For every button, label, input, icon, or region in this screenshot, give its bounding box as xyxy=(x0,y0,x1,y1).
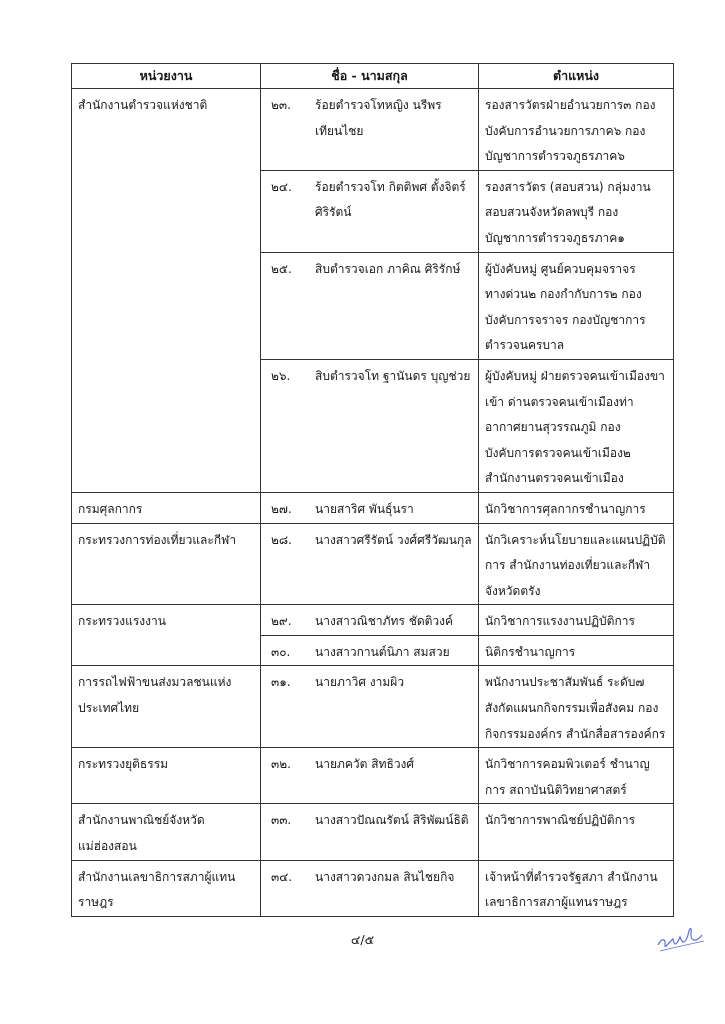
name-cell xyxy=(261,635,479,666)
row-number: ๒๗. xyxy=(271,501,292,516)
table-row xyxy=(72,492,674,523)
name-cell xyxy=(261,89,479,171)
position-cell: นักวิชาการพาณิชย์ปฏิบัติการ xyxy=(479,804,674,860)
person-name: นางสาวปัณณรัตน์ สิริพัฒน์ธิติ xyxy=(315,813,469,828)
person-name: นายสาริศ พันธุ์นรา xyxy=(315,501,414,516)
position-cell: รองสารวัตรฝ่ายอำนวยการ๓ กองบังคับการอำนวยการภาค๖ กองบัญชาการตำรวจภูธรภาค๖ xyxy=(479,89,674,171)
unit-cell: การรถไฟฟ้าขนส่งมวลชนแห่งประเทศไทย xyxy=(72,666,261,748)
person-name: นางสาวกานต์นิภา สมสวย xyxy=(315,644,450,659)
table-row xyxy=(72,860,674,916)
unit-cell: สำนักงานตำรวจแห่งชาติ xyxy=(72,89,261,493)
table-row xyxy=(72,89,674,171)
position-cell: พนักงานประชาสัมพันธ์ ระดับ๗ สังกัดแผนกกิจกรรมเพื่อสังคม กองกิจกรรมองค์กร สำนักสื่อสารองค์กร xyxy=(479,666,674,748)
name-cell xyxy=(261,359,479,492)
row-number: ๓๑. xyxy=(271,675,291,690)
person-name: สิบตำรวจโท ฐานันดร บุญช่วย xyxy=(315,368,471,383)
header-name: ชื่อ - นามสกุล xyxy=(261,64,479,89)
person-name: สิบตำรวจเอก ภาคิณ ศิริรักษ์ xyxy=(315,261,461,276)
position-cell: นักวิชาการแรงงานปฏิบัติการ xyxy=(479,605,674,636)
person-name: ร้อยตำรวจโท กิตติพศ ตั้งจิตร์ศิริรัตน์ xyxy=(315,179,466,220)
table-body xyxy=(72,89,674,917)
staff-table xyxy=(71,63,674,917)
name-cell xyxy=(261,605,479,636)
position-cell: นักวิเคราะห์นโยบายและแผนปฏิบัติการ สำนักงานท่องเที่ยวและกีฬาจังหวัดตรัง xyxy=(479,523,674,605)
position-cell: ผู้บังคับหมู่ ฝ่ายตรวจคนเข้าเมืองขาเข้า ด่านตรวจคนเข้าเมืองท่าอากาศยานสุวรรณภูมิ กองบังคับการตรวจคนเข้าเมือง๒ สำนักงานตรวจคนเข้าเมือง xyxy=(479,359,674,492)
row-number: ๒๕. xyxy=(271,261,292,276)
position-cell: รองสารวัตร (สอบสวน) กลุ่มงานสอบสวนจังหวัดลพบุรี กองบัญชาการตำรวจภูธรภาค๑ xyxy=(479,170,674,252)
name-cell xyxy=(261,804,479,860)
name-cell xyxy=(261,523,479,605)
unit-cell: กระทรวงการท่องเที่ยวและกีฬา xyxy=(72,523,261,605)
position-cell: นักวิชาการศุลกากรชำนาญการ xyxy=(479,492,674,523)
position-cell: นิติกรชำนาญการ xyxy=(479,635,674,666)
position-cell: นักวิชาการคอมพิวเตอร์ ชำนาญการ สถาบันนิติวิทยาศาสตร์ xyxy=(479,748,674,804)
position-cell: ผู้บังคับหมู่ ศูนย์ควบคุมจราจรทางด่วน๒ กองกำกับการ๒ กองบังคับการจราจร กองบัญชาการตำรวจนครบาล xyxy=(479,252,674,359)
name-cell xyxy=(261,748,479,804)
position-cell: เจ้าหน้าที่ตำรวจรัฐสภา สำนักงานเลขาธิการสภาผู้แทนราษฎร xyxy=(479,860,674,916)
table-row xyxy=(72,804,674,860)
name-cell xyxy=(261,252,479,359)
row-number: ๒๘. xyxy=(271,532,292,547)
person-name: นางสาวดวงกมล สินไชยกิจ xyxy=(315,869,455,884)
row-number: ๒๔. xyxy=(271,179,292,194)
name-cell xyxy=(261,170,479,252)
header-position: ตำแหน่ง xyxy=(479,64,674,89)
unit-cell: กรมศุลกากร xyxy=(72,492,261,523)
person-name: นายภควัต สิทธิวงศ์ xyxy=(315,757,415,772)
unit-cell: กระทรวงยุติธรรม xyxy=(72,748,261,804)
unit-cell: สำนักงานเลขาธิการสภาผู้แทนราษฎร xyxy=(72,860,261,916)
person-name: นางสาวณิชาภัทร ชัดติวงค์ xyxy=(315,614,454,629)
table-row xyxy=(72,605,674,636)
row-number: ๒๓. xyxy=(271,98,291,112)
name-cell xyxy=(261,492,479,523)
page-number: ๔/๕ xyxy=(350,932,375,947)
row-number: ๒๙. xyxy=(271,614,292,629)
row-number: ๓๐. xyxy=(271,644,291,659)
table-row xyxy=(72,523,674,605)
unit-cell: สำนักงานพาณิชย์จังหวัดแม่ฮ่องสอน xyxy=(72,804,261,860)
header-unit: หน่วยงาน xyxy=(72,64,261,89)
row-number: ๒๖. xyxy=(271,368,291,383)
table-header-row xyxy=(72,64,674,89)
person-name: ร้อยตำรวจโทหญิง นรีพร เทียนไชย xyxy=(315,98,442,138)
table-row xyxy=(72,748,674,804)
row-number: ๓๔. xyxy=(271,869,293,884)
unit-cell: กระทรวงแรงงาน xyxy=(72,605,261,666)
table-row xyxy=(72,666,674,748)
document-sheet xyxy=(71,63,673,917)
row-number: ๓๓. xyxy=(271,813,292,828)
person-name: นายภาวิศ งามผิว xyxy=(315,675,405,690)
row-number: ๓๒. xyxy=(271,757,291,772)
name-cell xyxy=(261,860,479,916)
name-cell xyxy=(261,666,479,748)
person-name: นางสาวศรีรัตน์ วงศ์ศรีวัฒนกุล xyxy=(315,532,472,547)
signature-mark xyxy=(652,915,712,957)
